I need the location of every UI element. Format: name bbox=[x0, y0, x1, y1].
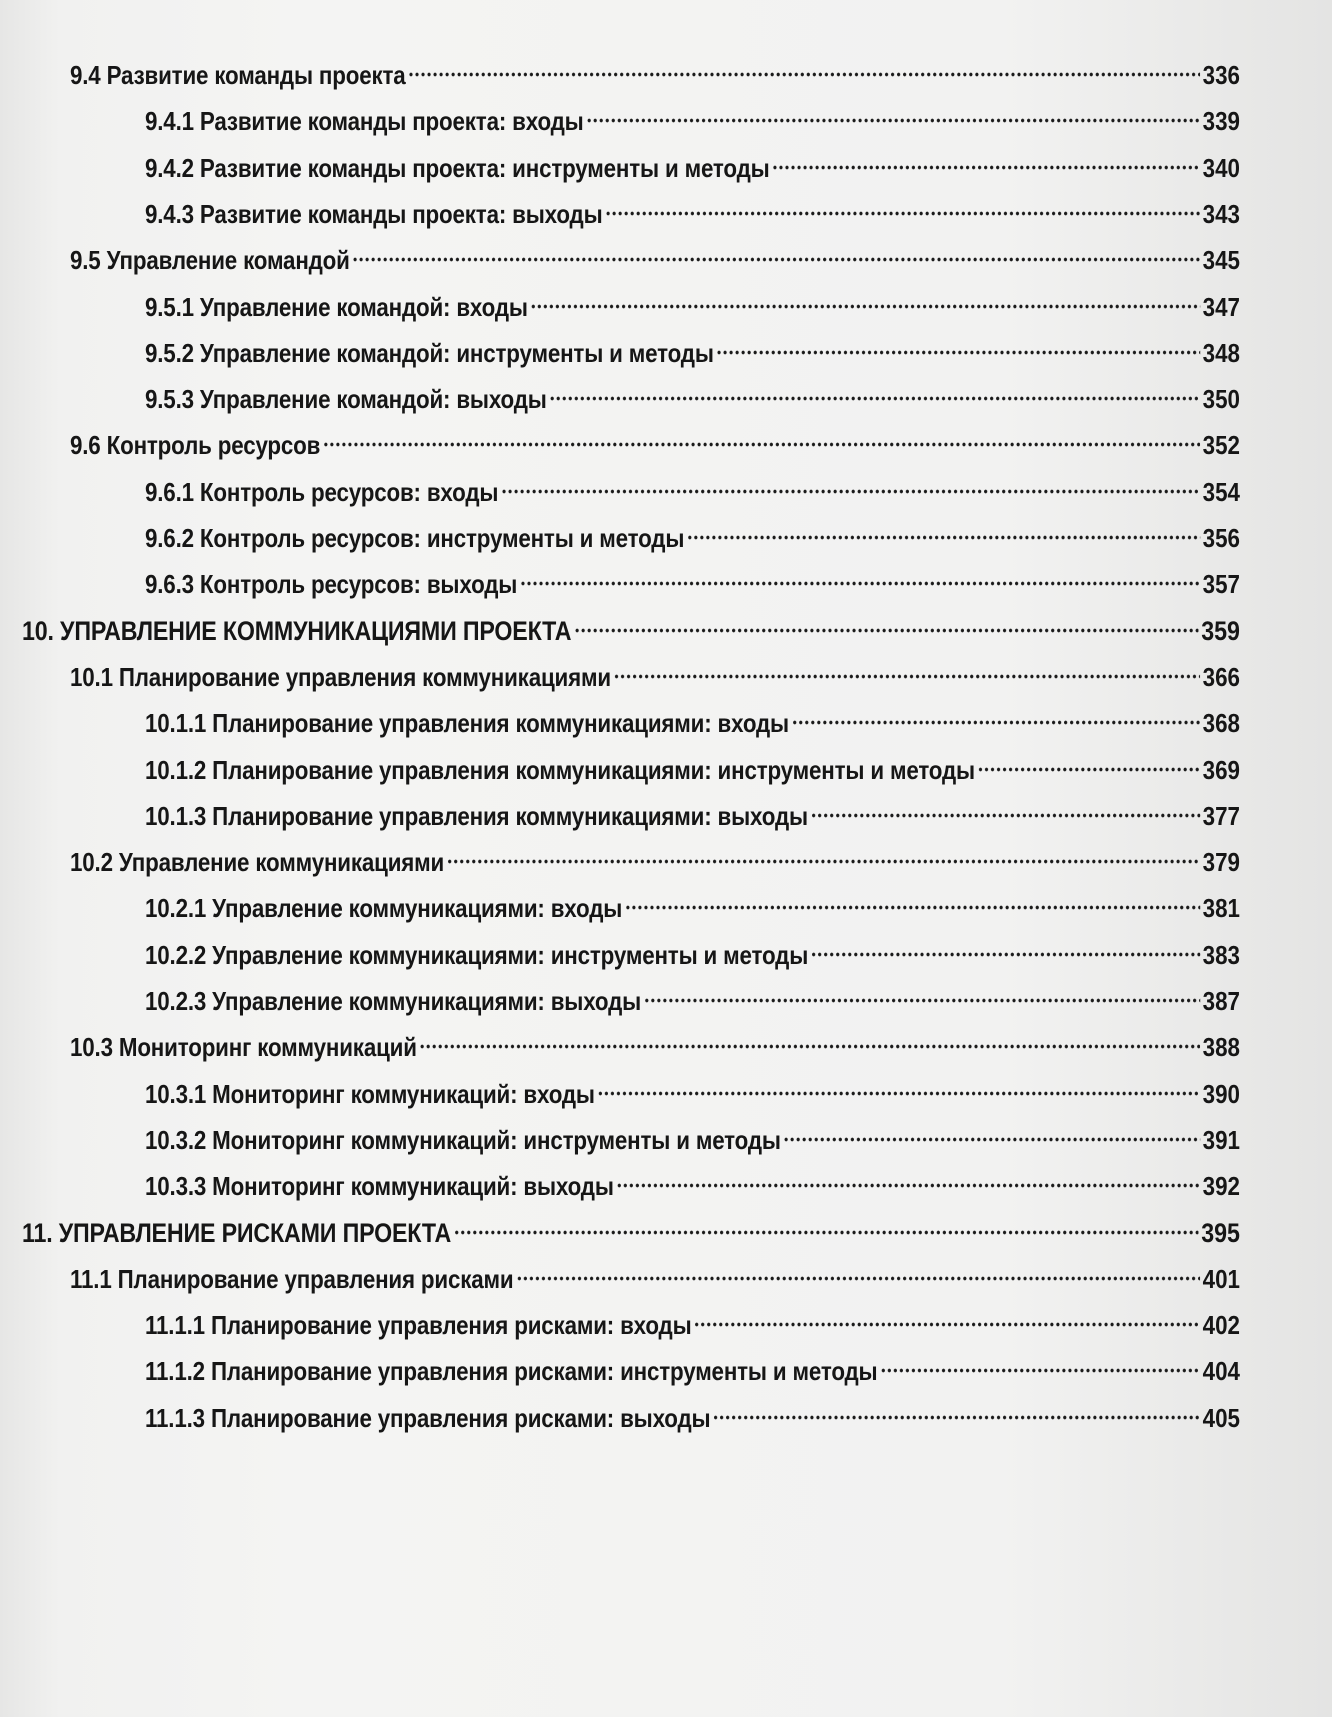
toc-entry-title: 11. УПРАВЛЕНИЕ РИСКАМИ ПРОЕКТА bbox=[22, 1217, 452, 1248]
toc-section-row bbox=[70, 420, 1240, 462]
toc-page-number: 354 bbox=[1202, 476, 1240, 507]
toc-entry-title: 9.6.1 Контроль ресурсов: входы bbox=[145, 476, 499, 507]
dot-leader bbox=[644, 976, 1200, 1010]
dot-leader bbox=[454, 1208, 1199, 1242]
toc-subsection-row bbox=[145, 883, 1240, 925]
toc-entry-title: 9.4.3 Развитие команды проекта: выходы bbox=[145, 198, 603, 229]
toc-page-number: 339 bbox=[1202, 106, 1240, 137]
toc-entry-title: 10.1.2 Планирование управления коммуникациями: инструменты и методы bbox=[145, 754, 975, 785]
toc-subsection-row bbox=[145, 1161, 1240, 1203]
dot-leader bbox=[792, 698, 1201, 732]
toc-entry-title: 9.5 Управление командой bbox=[70, 245, 350, 276]
toc-subsection-row bbox=[145, 513, 1240, 555]
dot-leader bbox=[516, 1254, 1200, 1288]
toc-subsection-row bbox=[145, 467, 1240, 509]
dot-leader bbox=[520, 559, 1200, 593]
toc-page-number: 348 bbox=[1202, 337, 1240, 368]
dot-leader bbox=[501, 467, 1200, 501]
toc-page-number: 359 bbox=[1201, 615, 1240, 646]
toc-entry-title: 10.2.1 Управление коммуникациями: входы bbox=[145, 893, 623, 924]
dot-leader bbox=[549, 374, 1200, 408]
dot-leader bbox=[530, 282, 1200, 316]
toc-page-number: 381 bbox=[1202, 893, 1240, 924]
toc-page-number: 405 bbox=[1202, 1402, 1240, 1433]
toc-page-number: 369 bbox=[1202, 754, 1240, 785]
dot-leader bbox=[408, 50, 1200, 84]
toc-subsection-row bbox=[145, 1346, 1240, 1388]
toc-page-number: 336 bbox=[1202, 60, 1240, 90]
toc-entry-title: 9.4.1 Развитие команды проекта: входы bbox=[145, 106, 584, 137]
toc-section-row bbox=[70, 1022, 1240, 1064]
toc-subsection-row bbox=[145, 96, 1240, 138]
toc-page-number: 401 bbox=[1202, 1263, 1240, 1294]
toc-subsection-row bbox=[145, 374, 1240, 416]
toc-entry-title: 10.1 Планирование управления коммуникациями bbox=[70, 661, 611, 692]
toc-entry-title: 11.1.2 Планирование управления рисками: инструменты и методы bbox=[145, 1356, 878, 1387]
toc-entry-title: 11.1.1 Планирование управления рисками: входы bbox=[145, 1310, 692, 1341]
dot-leader bbox=[811, 930, 1200, 964]
toc-subsection-row bbox=[145, 1300, 1240, 1342]
toc-page-number: 356 bbox=[1202, 523, 1240, 553]
toc-page-number: 347 bbox=[1202, 291, 1240, 322]
dot-leader bbox=[605, 189, 1200, 223]
toc-page-number: 402 bbox=[1202, 1310, 1240, 1341]
toc-subsection-row bbox=[145, 1069, 1240, 1111]
toc-page-number: 392 bbox=[1202, 1171, 1240, 1202]
dot-leader bbox=[978, 745, 1201, 779]
dot-leader bbox=[810, 791, 1200, 825]
toc-entry-title: 11.1.3 Планирование управления рисками: выходы bbox=[145, 1402, 711, 1433]
toc-entry-title: 10. УПРАВЛЕНИЕ КОММУНИКАЦИЯМИ ПРОЕКТА bbox=[22, 615, 572, 646]
toc-page-number: 368 bbox=[1202, 708, 1240, 739]
dot-leader bbox=[716, 328, 1200, 362]
toc-section-row bbox=[70, 837, 1240, 879]
toc-subsection-row bbox=[145, 282, 1240, 324]
toc-entry-title: 9.6.2 Контроль ресурсов: инструменты и методы bbox=[145, 523, 685, 553]
toc-entry-title: 10.1.1 Планирование управления коммуникациями: входы bbox=[145, 708, 789, 739]
dot-leader bbox=[323, 420, 1200, 454]
toc-page-number: 390 bbox=[1202, 1078, 1240, 1109]
dot-leader bbox=[352, 235, 1200, 269]
dot-leader bbox=[447, 837, 1200, 871]
toc-entry-title: 10.3.1 Мониторинг коммуникаций: входы bbox=[145, 1078, 595, 1109]
toc-entry-title: 10.3.2 Мониторинг коммуникаций: инструменты и методы bbox=[145, 1124, 781, 1155]
toc-page-number: 340 bbox=[1202, 152, 1240, 183]
toc-entry-title: 9.4.2 Развитие команды проекта: инструменты и методы bbox=[145, 152, 770, 183]
toc-page-number: 343 bbox=[1202, 198, 1240, 229]
toc-subsection-row bbox=[145, 698, 1240, 740]
dot-leader bbox=[880, 1346, 1200, 1380]
dot-leader bbox=[783, 1115, 1200, 1149]
toc-page-number: 357 bbox=[1202, 569, 1240, 600]
toc-entry-title: 10.2 Управление коммуникациями bbox=[70, 847, 445, 878]
toc-entry-title: 10.1.3 Планирование управления коммуникациями: выходы bbox=[145, 800, 808, 831]
toc-entry-title: 10.2.2 Управление коммуникациями: инструменты и методы bbox=[145, 939, 809, 970]
toc-page-number: 391 bbox=[1202, 1124, 1240, 1155]
dot-leader bbox=[616, 1161, 1200, 1195]
toc-section-row bbox=[70, 1254, 1240, 1296]
toc-page-number: 379 bbox=[1202, 847, 1240, 878]
toc-entry-title: 11.1 Планирование управления рисками bbox=[70, 1263, 514, 1294]
toc-subsection-row bbox=[145, 791, 1240, 833]
toc-chapter-row bbox=[22, 1208, 1240, 1250]
dot-leader bbox=[694, 1300, 1200, 1334]
toc-subsection-row bbox=[145, 976, 1240, 1018]
toc-entry-title: 9.5.2 Управление командой: инструменты и методы bbox=[145, 337, 714, 368]
toc-section-row bbox=[70, 652, 1240, 694]
dot-leader bbox=[586, 96, 1200, 130]
toc-page-number: 377 bbox=[1202, 800, 1240, 831]
dot-leader bbox=[574, 606, 1199, 640]
toc-entry-title: 9.5.1 Управление командой: входы bbox=[145, 291, 528, 322]
dot-leader bbox=[687, 513, 1200, 547]
toc-entry-title: 10.3 Мониторинг коммуникаций bbox=[70, 1032, 417, 1063]
toc-page-number: 395 bbox=[1201, 1217, 1240, 1248]
toc-section-row bbox=[70, 235, 1240, 277]
toc-subsection-row bbox=[145, 189, 1240, 231]
toc-chapter-row bbox=[22, 606, 1240, 648]
toc-subsection-row bbox=[145, 328, 1240, 370]
toc-section-row bbox=[70, 50, 1240, 92]
toc-subsection-row bbox=[145, 143, 1240, 185]
toc-entry-title: 10.3.3 Мониторинг коммуникаций: выходы bbox=[145, 1171, 614, 1202]
toc-subsection-row bbox=[145, 745, 1240, 787]
toc-subsection-row bbox=[145, 1393, 1240, 1435]
dot-leader bbox=[713, 1393, 1200, 1427]
dot-leader bbox=[419, 1022, 1200, 1056]
toc-entry-title: 9.5.3 Управление командой: выходы bbox=[145, 384, 547, 415]
toc-entry-title: 9.4 Развитие команды проекта bbox=[70, 60, 406, 90]
toc-page-number: 350 bbox=[1202, 384, 1240, 415]
toc-subsection-row bbox=[145, 559, 1240, 601]
toc-page-number: 404 bbox=[1202, 1356, 1240, 1387]
toc-entry-title: 10.2.3 Управление коммуникациями: выходы bbox=[145, 986, 642, 1016]
toc-subsection-row bbox=[145, 930, 1240, 972]
toc-page-number: 345 bbox=[1202, 245, 1240, 276]
dot-leader bbox=[597, 1069, 1200, 1103]
toc-entry-title: 9.6.3 Контроль ресурсов: выходы bbox=[145, 569, 518, 600]
toc-page-number: 366 bbox=[1202, 661, 1240, 692]
toc-page-number: 383 bbox=[1202, 939, 1240, 970]
dot-leader bbox=[625, 883, 1200, 917]
toc-page-number: 388 bbox=[1202, 1032, 1240, 1063]
toc-page-number: 387 bbox=[1202, 986, 1240, 1016]
dot-leader bbox=[614, 652, 1201, 686]
toc-entry-title: 9.6 Контроль ресурсов bbox=[70, 430, 321, 461]
toc-subsection-row bbox=[145, 1115, 1240, 1157]
toc-page-number: 352 bbox=[1202, 430, 1240, 461]
dot-leader bbox=[772, 143, 1200, 177]
